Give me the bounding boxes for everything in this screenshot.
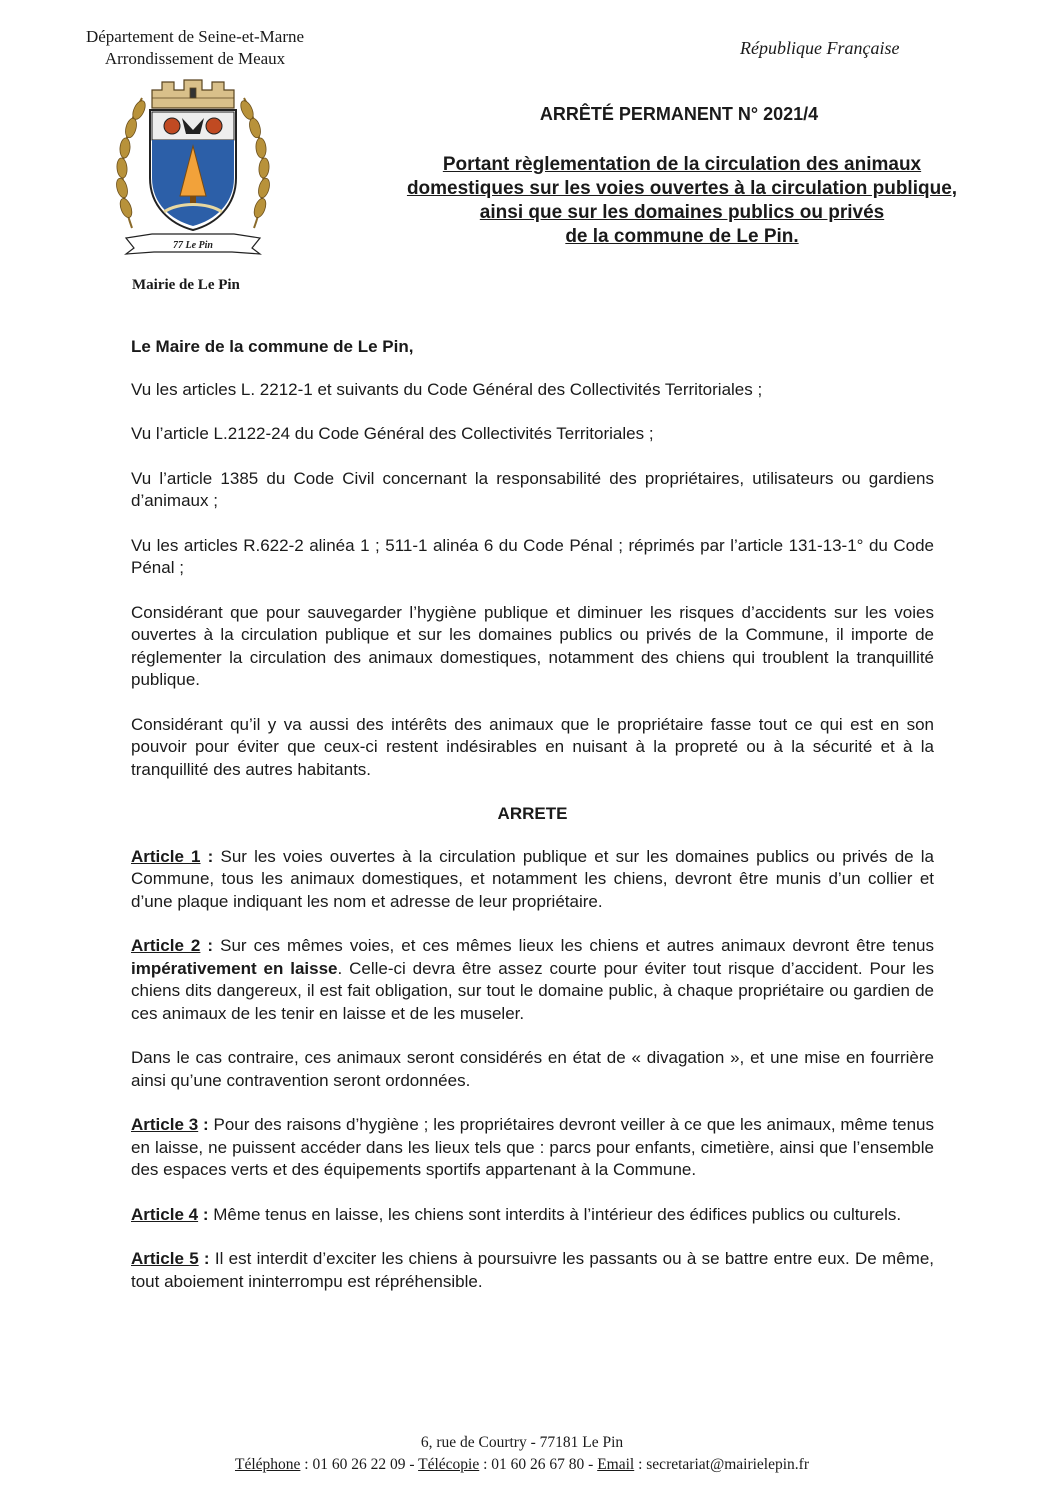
mairie-label: Mairie de Le Pin <box>132 277 240 293</box>
article-2-text-b: . Celle-ci devra être assez courte pour éviter tout risque d’accident. Pour les chiens dits dangereux, il est fait obligation, sur tout le domaine public, à chaque propriétaire ou gardien de ces animaux de les tenir en laisse et de les museler. <box>131 958 934 1023</box>
crest-banner-text: 77 Le Pin <box>173 240 213 251</box>
article-3 <box>131 1114 934 1182</box>
arrete-number-text: ARRÊTÉ PERMANENT N° 2021/4 <box>539 104 819 124</box>
article-4-label: Article 4 <box>131 1204 199 1224</box>
arrete-number <box>0 104 1044 125</box>
article-5 <box>131 1248 934 1293</box>
fax-value: : 01 60 26 67 80 - <box>479 1456 598 1473</box>
maire-heading: Le Maire de la commune de Le Pin, <box>131 337 414 356</box>
republique-label: République Française <box>740 38 900 58</box>
article-4 <box>131 1204 934 1227</box>
arrete-subject <box>362 153 1002 249</box>
arrete-heading: ARRETE <box>497 804 568 823</box>
arrondissement-name: Arrondissement de Meaux <box>104 49 286 68</box>
article-2 <box>131 935 934 1025</box>
page-footer <box>0 1432 1044 1476</box>
email-label: Email <box>597 1456 635 1473</box>
article-2-text-a: : Sur ces mêmes voies, et ces mêmes lieux les chiens et autres animaux devront être tenus <box>200 936 934 955</box>
considerant-1: Considérant que pour sauvegarder l’hygiène publique et diminuer les risques d’accidents sur les voies ouvertes à la circulation publique et sur les domaines publics ou privés de la Commune, il importe de réglementer la circulation des animaux domestiques, notamment des chiens qui troublent la tranquillité publique. <box>131 602 934 689</box>
footer-address: 6, rue de Courtry - 77181 Le Pin <box>420 1434 624 1451</box>
telephone-value: : 01 60 26 22 09 - <box>300 1456 419 1473</box>
visa-3: Vu l’article 1385 du Code Civil concernant la responsabilité des propriétaires, utilisateurs ou gardiens d’animaux ; <box>131 468 934 510</box>
article-5-text: : Il est interdit d’exciter les chiens à poursuivre les passants ou à se battre entre eux. De même, tout aboiement ininterrompu est répréhensible. <box>131 1249 934 1291</box>
article-5-label: Article 5 <box>131 1249 199 1268</box>
subject-line-2: domestiques sur les voies ouvertes à la circulation publique, <box>406 178 958 199</box>
department-name: Département de Seine-et-Marne <box>85 27 305 46</box>
article-1-text: : Sur les voies ouvertes à la circulation publique et sur les domaines publics ou privés de la Commune, tous les animaux domestiques, et notamment les chiens, devront être munis d’un collier et d’une plaque indiquant les nom et adresse de leur propriétaire. <box>131 846 934 911</box>
subject-line-4: de la commune de Le Pin. <box>565 226 799 247</box>
article-1-label: Article 1 <box>131 846 201 866</box>
article-3-text: : Pour des raisons d’hygiène ; les propriétaires devront veiller à ce que les animaux, même tenus en laisse, ne puissent accéder dans les lieux tels que : parcs pour enfants, cimetière, ainsi que l’ensemble des espaces verts et des équipements sportifs appartenant à la Commune. <box>131 1115 934 1179</box>
article-2-emphasis: impérativement en laisse <box>131 958 338 978</box>
article-2-paragraph-2: Dans le cas contraire, ces animaux seront considérés en état de « divagation », et une mise en fourrière ainsi qu’une contravention seront ordonnées. <box>131 1048 934 1090</box>
visa-1: Vu les articles L. 2212-1 et suivants du Code Général des Collectivités Territoriales ; <box>131 379 763 399</box>
considerant-2: Considérant qu’il y va aussi des intérêts des animaux que le propriétaire fasse tout ce qui est en son pouvoir pour éviter que ceux-ci restent indésirables en nuisant à la propreté ou à la sécurité et à la tranquillité des autres habitants. <box>131 714 934 779</box>
department-header <box>60 26 330 70</box>
subject-line-1: Portant règlementation de la circulation des animaux <box>442 154 922 175</box>
visa-4: Vu les articles R.622-2 alinéa 1 ; 511-1 alinéa 6 du Code Pénal ; réprimés par l’article 131-13-1° du Code Pénal ; <box>131 535 934 577</box>
visa-2: Vu l’article L.2122-24 du Code Général des Collectivités Territoriales ; <box>131 424 654 443</box>
footer-contacts <box>0 1454 1044 1476</box>
document-body <box>131 336 934 1315</box>
telephone-label: Téléphone <box>234 1456 301 1473</box>
subject-line-3: ainsi que sur les domaines publics ou privés <box>479 202 885 223</box>
fax-label: Télécopie <box>418 1456 480 1473</box>
article-4-text: : Même tenus en laisse, les chiens sont interdits à l’intérieur des édifices publics ou culturels. <box>198 1204 902 1224</box>
email-value: : secretariat@mairielepin.fr <box>634 1456 810 1473</box>
article-3-label: Article 3 <box>131 1115 199 1134</box>
article-2-label: Article 2 <box>131 936 201 955</box>
article-1 <box>131 846 934 914</box>
